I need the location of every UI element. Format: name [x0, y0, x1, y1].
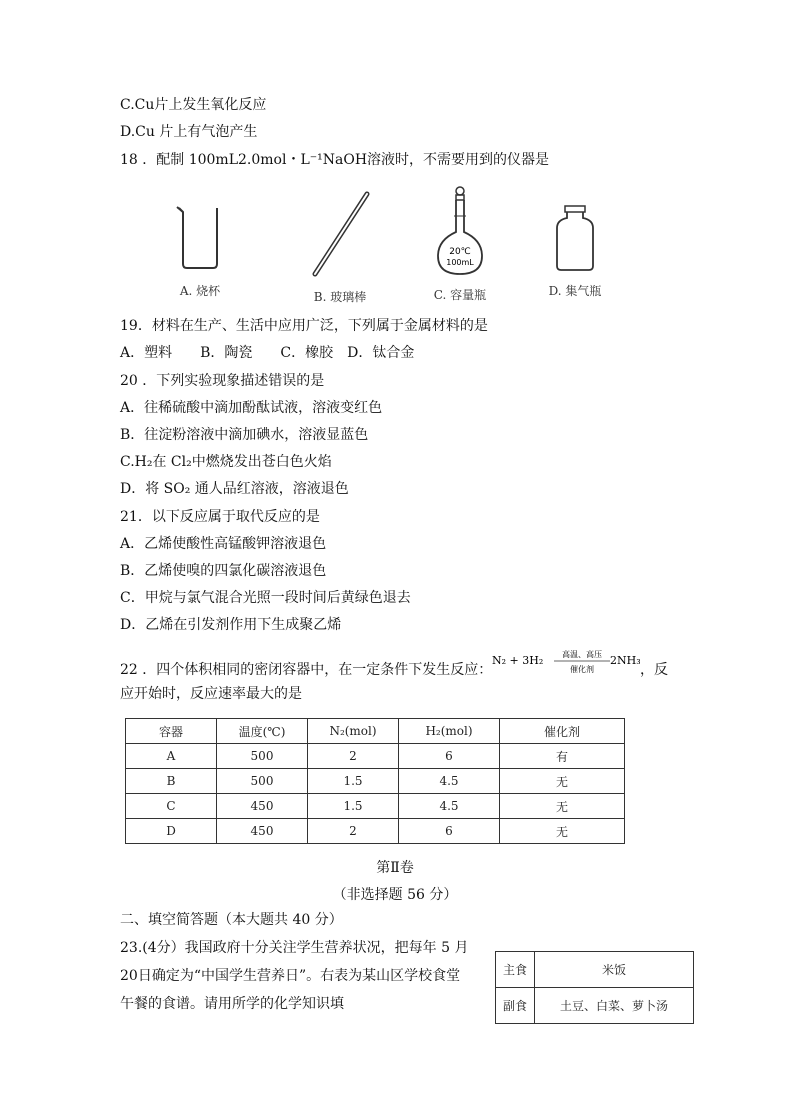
gas-bottle — [530, 204, 620, 299]
q21-option-b: B．乙烯使嗅的四氯化碳溶液退色 — [120, 563, 327, 579]
beaker-icon — [175, 202, 225, 272]
gas-bottle-icon — [553, 204, 597, 272]
table-row — [496, 952, 694, 988]
table-cell: 2 — [308, 819, 399, 844]
table-cell: 4.5 — [399, 769, 500, 794]
apparatus-label-c: C. 容量瓶 — [433, 288, 487, 302]
table-header-row — [126, 719, 625, 744]
q20-option-b: B．往淀粉溶液中滴加碘水，溶液显蓝色 — [120, 427, 369, 443]
section-2-heading: 二、填空简答题（本大题共 40 分） — [120, 912, 343, 928]
table-cell: 2 — [308, 744, 399, 769]
equation-cond-bottom: 催化剂 — [570, 665, 594, 674]
table-header: 温度(℃) — [217, 719, 308, 744]
q22-stem-line2: 应开始时，反应速率最大的是 — [120, 686, 302, 702]
q19-options: A．塑料 B．陶瓷 C．橡胶 D．钛合金 — [120, 345, 415, 361]
q23-line1: 23.(4分）我国政府十分关注学生营养状况，把每年 5 月 — [120, 940, 469, 956]
table-header: 容器 — [126, 719, 217, 744]
glass-rod-icon — [305, 190, 375, 278]
table-cell: 无 — [500, 769, 625, 794]
table-cell: D — [126, 819, 217, 844]
volumetric-flask — [415, 186, 505, 303]
equation-left: N₂ + 3H₂ — [492, 654, 544, 667]
q21-option-a: A．乙烯使酸性高锰酸钾溶液退色 — [120, 536, 327, 552]
beaker — [160, 202, 240, 299]
apparatus-label-b: B. 玻璃棒 — [313, 290, 367, 304]
table-cell: 土豆、白菜、萝卜汤 — [535, 988, 694, 1024]
table-cell: B — [126, 769, 217, 794]
lunch-menu-table — [495, 951, 694, 1024]
table-header: 催化剂 — [500, 719, 625, 744]
equation-right: 2NH₃ — [610, 654, 640, 667]
table-cell: 6 — [399, 744, 500, 769]
q22-table — [125, 718, 625, 844]
glass-rod — [285, 190, 395, 305]
volumetric-flask-icon — [432, 186, 488, 276]
apparatus-label-d: D. 集气瓶 — [548, 284, 602, 298]
q20-option-d: D．将 SO₂ 通人品红溶液，溶液退色 — [120, 481, 349, 497]
flask-temp-text: 20℃ — [449, 247, 471, 257]
q21-option-d: D．乙烯在引发剂作用下生成聚乙烯 — [120, 617, 342, 633]
q22-stem-tail: ，反 — [640, 662, 668, 678]
flask-volume-text: 100mL — [446, 258, 474, 267]
table-cell: 4.5 — [399, 794, 500, 819]
apparatus-figure — [120, 190, 680, 310]
table-header: N₂(mol) — [308, 719, 399, 744]
table-cell: 6 — [399, 819, 500, 844]
table-row — [126, 819, 625, 844]
table-cell: 500 — [217, 744, 308, 769]
table-cell: C — [126, 794, 217, 819]
table-row — [496, 988, 694, 1024]
table-cell: 副食 — [496, 988, 535, 1024]
q19-stem: 19．材料在生产、生活中应用广泛，下列属于金属材料的是 — [120, 318, 488, 334]
q17-option-c: C.Cu片上发生氧化反应 — [120, 97, 267, 113]
q23-line3: 午餐的食谱。请用所学的化学知识填 — [120, 996, 344, 1012]
table-cell: 无 — [500, 794, 625, 819]
q21-stem: 21．以下反应属于取代反应的是 — [120, 509, 320, 525]
table-cell: 450 — [217, 819, 308, 844]
table-cell: 无 — [500, 819, 625, 844]
equation-cond-top: 高温、高压 — [562, 650, 602, 659]
table-row — [126, 744, 625, 769]
table-cell: 500 — [217, 769, 308, 794]
q21-option-c: C．甲烷与氯气混合光照一段时间后黄绿色退去 — [120, 590, 411, 606]
table-cell: 主食 — [496, 952, 535, 988]
q18-stem: 18 ．配制 100mL2.0mol・L⁻¹NaOH溶液时，不需要用到的仪器是 — [120, 152, 550, 168]
table-cell: 450 — [217, 794, 308, 819]
table-cell: 1.5 — [308, 769, 399, 794]
reaction-equation — [492, 648, 640, 681]
equation-figure — [492, 648, 640, 678]
table-header: H₂(mol) — [399, 719, 500, 744]
q20-option-a: A．往稀硫酸中滴加酚酞试液，溶液变红色 — [120, 400, 383, 416]
table-cell: 有 — [500, 744, 625, 769]
volume-2-title: 第Ⅱ卷 — [376, 860, 414, 876]
q23-line2: 20日确定为“中国学生营养日”。右表为某山区学校食堂 — [120, 968, 461, 984]
table-cell: 1.5 — [308, 794, 399, 819]
table-cell: 米饭 — [535, 952, 694, 988]
table-row — [126, 769, 625, 794]
volume-2-subtitle: （非选择题 56 分） — [332, 887, 458, 903]
q17-option-d: D.Cu 片上有气泡产生 — [120, 124, 258, 140]
table-row — [126, 794, 625, 819]
q20-stem: 20 ．下列实验现象描述错误的是 — [120, 373, 325, 389]
apparatus-label-a: A. 烧杯 — [179, 284, 221, 298]
q22-stem-line1: 22 ．四个体积相同的密闭容器中，在一定条件下发生反应： — [120, 662, 493, 678]
table-cell: A — [126, 744, 217, 769]
q20-option-c: C.H₂在 Cl₂中燃烧发出苍白色火焰 — [120, 454, 332, 470]
